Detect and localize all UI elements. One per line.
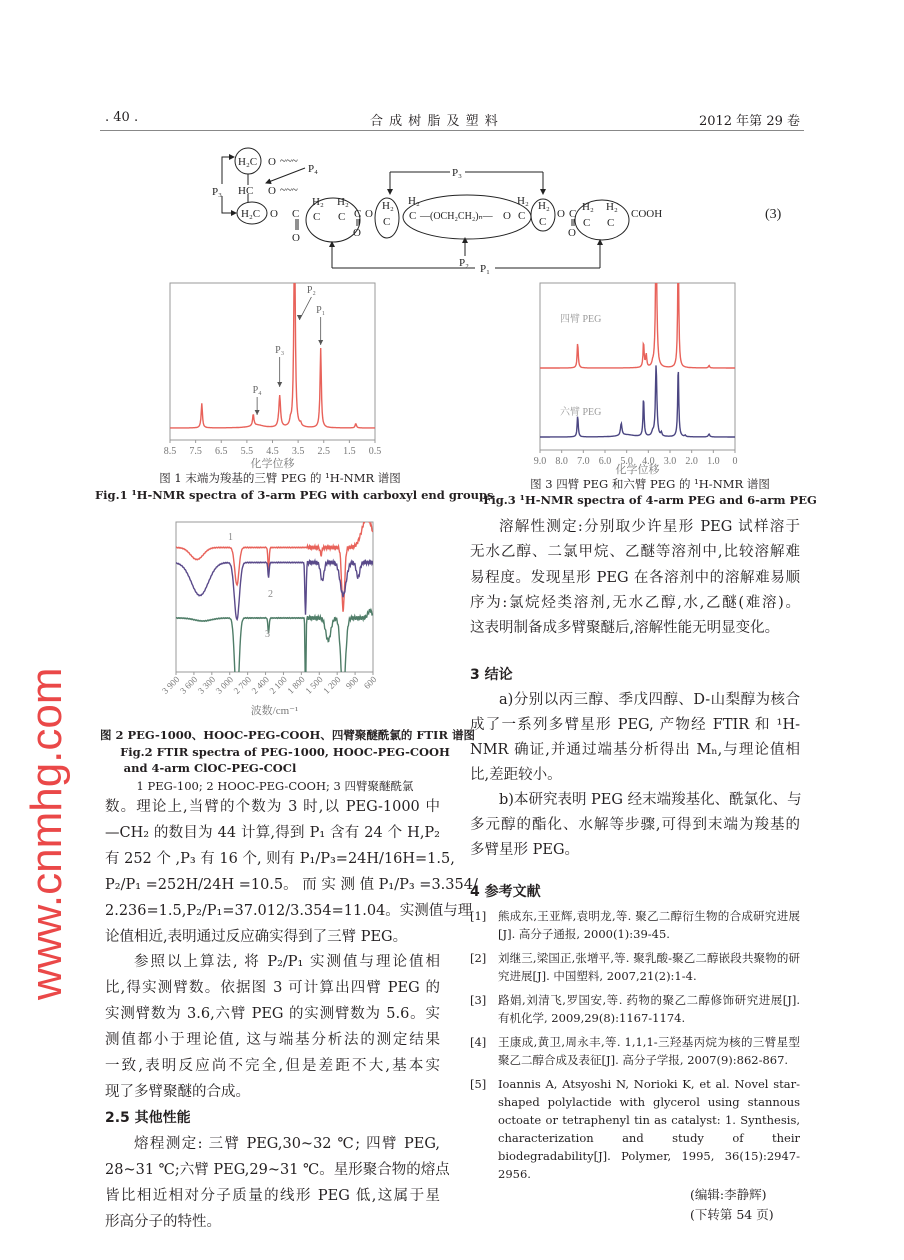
peak-arrowhead (255, 410, 260, 415)
peak-arrow (299, 297, 311, 320)
x-tick-label: 3 600 (177, 674, 200, 696)
reference-item (470, 1075, 800, 1183)
reference-number: [4] (470, 1035, 487, 1049)
x-tick-label: 8.5 (163, 446, 177, 457)
reference-item (470, 907, 800, 943)
section-2-5-heading: 2.5 其他性能 (105, 1109, 191, 1126)
peak-label: P₂ (306, 285, 316, 296)
series-label-3: 3 (265, 629, 270, 640)
x-tick-label: 2 100 (267, 674, 289, 696)
reference-number: [5] (470, 1077, 487, 1091)
scheme-o: O (270, 208, 278, 220)
scheme-c: C (383, 216, 391, 228)
text-line: 实测臂数为 3.6,六臂 PEG 的实测臂数为 5.6。实 (105, 1006, 440, 1023)
text-line: 参照以上算法, 将 P₂/P₁ 实测值与理论值相 (134, 954, 440, 971)
reference-text: 刘继三,梁国正,张增平,等. 聚乳酸-聚乙二醇嵌段共聚物的研究进展[J]. 中国塑料, 2007,21(2):1-4. (498, 951, 800, 983)
reference-text: Ioannis A, Atsyoshi N, Norioki K, et al. Novel star-shaped polylactide with glycerol using stannous octoate or tetraphenyl tin as catalyst: 1. Synthesis, characterization and study of their biodegradability[J]. Polymer, 1995, 36(15):2947-2956. (498, 1077, 800, 1181)
text-line: 比,得实测臂数。依据图 3 可计算出四臂 PEG 的 (105, 980, 440, 997)
text-line: b)本研究表明 PEG 经末端羧基化、酰氯化、与 (499, 792, 802, 808)
x-axis-label: 化学位移 (250, 458, 295, 470)
figure-2-legend: 1 PEG-100; 2 HOOC-PEG-COOH; 3 四臂聚醚酰氯 (136, 779, 414, 793)
scheme-c: C (338, 211, 346, 223)
text-line: 2.236=1.5,P₂/P₁=37.012/3.354=11.04。实测值与理 (105, 902, 473, 919)
text-line: 溶解性测定:分别取少许星形 PEG 试样溶于 (499, 519, 800, 535)
peak-label: P₃ (275, 345, 285, 356)
text-line: 比,差距较小。 (470, 767, 562, 783)
text-line: 熔程测定: 三臂 PEG,30~32 ℃; 四臂 PEG, (134, 1135, 440, 1152)
text-line: 无水乙醇、二氯甲烷、乙醚等溶剂中,比较溶解难 (470, 544, 800, 561)
scheme-o: O (353, 227, 361, 239)
scheme-c: C (539, 216, 547, 228)
x-tick-label: 7.0 (577, 456, 590, 467)
x-tick-label: 1.0 (707, 456, 720, 467)
series-label-6-arm: 六臂 PEG (560, 407, 602, 418)
reference-text: 熊成东,王亚辉,袁明龙,等. 聚乙二醇衍生物的合成研究进展[J]. 高分子通报, 2000(1):39-45. (498, 909, 800, 941)
figure-2-caption-cn: 图 2 PEG-1000、HOOC-PEG-COOH、四臂聚醚酰氯的 FTIR 谱图 (100, 728, 476, 742)
journal-title: 合 成 树 脂 及 塑 料 (370, 114, 499, 129)
scheme-o: O (365, 208, 373, 220)
x-tick-label: 2 700 (231, 674, 254, 696)
x-tick-label: 0 (732, 456, 738, 467)
series-label-2: 2 (268, 589, 273, 600)
series-label-1: 1 (228, 532, 233, 543)
scheme-c: C (292, 208, 300, 220)
text-line: 数。理论上,当臂的个数为 3 时,以 PEG-1000 中 (105, 799, 440, 815)
section-4-references (470, 881, 800, 1189)
reference-number: [2] (470, 951, 487, 965)
x-axis-label: 波数/cm⁻¹ (250, 705, 299, 717)
x-tick-label: 600 (361, 674, 379, 691)
scheme-peg-repeat: —(OCH₂CH₂)ₙ— (420, 211, 493, 222)
x-tick-label: 2 400 (249, 674, 271, 696)
x-tick-label: 9.0 (533, 456, 547, 467)
text-line: 28~31 ℃;六臂 PEG,29~31 ℃。星形聚合物的熔点 (105, 1161, 450, 1178)
figure-3-nmr-chart (525, 275, 750, 480)
scheme-c: C (409, 210, 417, 222)
x-axis-label: 化学位移 (615, 464, 660, 476)
right-column-solubility (470, 515, 800, 641)
figure-1-nmr-chart (150, 275, 395, 475)
scheme-h2c-top: H₂C (238, 156, 258, 168)
scheme-wave: ~~~ (280, 184, 298, 196)
x-tick-label: 5.5 (240, 446, 254, 457)
scheme-o: O (268, 185, 276, 197)
x-tick-label: 3 900 (160, 674, 182, 696)
text-line: 形高分子的特性。 (105, 1213, 221, 1230)
reference-list (470, 907, 800, 1183)
x-tick-label: 6.5 (215, 446, 228, 457)
x-tick-label: 1 200 (321, 674, 343, 696)
x-tick-label: 900 (343, 674, 361, 691)
text-line: 测值都小于理论值, 这与端基分析法的测定结果 (105, 1032, 440, 1049)
scheme-h2: H₂ (408, 195, 420, 207)
scheme-wave: ~~~ (280, 155, 298, 167)
text-line: 皆比相近相对分子质量的线形 PEG 低,这属于星 (105, 1187, 440, 1204)
scheme-o: O (568, 227, 576, 239)
text-line: 论值相近,表明通过反应确实得到了三臂 PEG。 (105, 928, 408, 945)
text-line: 多臂星形 PEG。 (470, 842, 580, 858)
text-line: 序为:氯烷烃类溶剂,无水乙醇,水,乙醚(难溶)。 (470, 594, 800, 611)
peak-arrowhead (277, 382, 282, 387)
x-tick-label: 2.5 (317, 446, 330, 457)
scheme-c: C (313, 211, 321, 223)
scheme-p3-left: P₃ (212, 186, 222, 198)
paragraph-theory (105, 795, 478, 950)
figure-2-caption-en-2: and 4-arm ClOC-PEG-COCl (123, 761, 297, 775)
x-tick-label: 1.5 (343, 446, 356, 457)
scheme-p1: P₁ (480, 263, 490, 275)
scheme-h2: H₂ (382, 200, 394, 212)
issue-info: 2012 年第 29 卷 (698, 114, 800, 129)
text-line: 易程度。发现星形 PEG 在各溶剂中的溶解难易顺 (470, 569, 800, 586)
text-line: 多元醇的酯化、水解等步骤,可得到末端为羧基的 (470, 817, 800, 833)
reaction-scheme (0, 0, 904, 290)
text-line: 成了一系列多臂星形 PEG, 产物经 FTIR 和 ¹H- (470, 717, 800, 733)
scheme-c: C (354, 208, 362, 220)
scheme-p2: P₂ (459, 257, 469, 269)
plot-frame (540, 283, 735, 450)
section-4-heading: 4 参考文献 (470, 884, 541, 900)
paragraph-melting (105, 1132, 450, 1236)
paragraph-conclusion-b (470, 788, 800, 863)
page-number: . 40 . (105, 110, 139, 125)
continued-note: (下转第 54 页) (690, 1207, 774, 1222)
x-tick-label: 3.0 (663, 456, 677, 467)
figure-3-caption-en: Fig.3 ¹H-NMR spectra of 4-arm PEG and 6-arm PEG (483, 493, 817, 507)
text-line: 这表明制备成多臂聚醚后,溶解性能无明显变化。 (470, 620, 780, 637)
x-tick-label: 8.0 (555, 456, 568, 467)
x-tick-label: 3 300 (195, 674, 218, 696)
x-tick-label: 0.5 (368, 446, 382, 457)
figure-2-caption-en-1: Fig.2 FTIR spectra of PEG-1000, HOOC-PEG-COOH (120, 745, 450, 759)
paragraph-arm-count (105, 950, 440, 1105)
peak-label: P₄ (252, 385, 262, 396)
x-tick-label: 5.0 (620, 456, 633, 467)
section-3 (470, 663, 800, 863)
figure-1-caption-en: Fig.1 ¹H-NMR spectra of 3-arm PEG with carboxyl end groups (95, 488, 494, 502)
x-tick-label: 2.0 (685, 456, 698, 467)
scheme-o: O (557, 208, 565, 220)
scheme-o: O (268, 156, 276, 168)
text-line: 一致,表明反应尚不完全,但是差距不大,基本实 (105, 1058, 440, 1075)
series-label-4-arm: 四臂 PEG (560, 314, 602, 325)
figure-1-caption-cn: 图 1 末端为羧基的三臂 PEG 的 ¹H-NMR 谱图 (159, 471, 401, 485)
x-tick-label: 3.5 (291, 446, 305, 457)
scheme-p4: P₄ (308, 163, 318, 175)
scheme-c: C (583, 217, 591, 229)
scheme-c: C (518, 210, 526, 222)
text-line: a)分别以丙三醇、季戊四醇、D-山梨醇为核合 (499, 692, 800, 708)
equation-number: (3) (765, 207, 782, 222)
series-line-2 (540, 365, 735, 437)
reference-item (470, 949, 800, 985)
x-tick-label: 1 800 (285, 674, 307, 696)
scheme-c: C (607, 217, 615, 229)
scheme-h2: H₂ (337, 196, 349, 208)
scheme-h2: H₂ (582, 201, 594, 213)
section-3-heading: 3 结论 (470, 667, 513, 683)
paragraph-conclusion-a (470, 688, 800, 788)
peak-label: P₁ (316, 305, 326, 316)
scheme-c: C (569, 208, 577, 220)
x-tick-label: 1 500 (303, 674, 325, 696)
scheme-h2: H₂ (312, 196, 324, 208)
paragraph-solubility (470, 515, 800, 641)
scheme-h2: H₂ (517, 195, 529, 207)
scheme-o: O (292, 232, 300, 244)
text-line: 有 252 个 ,P₃ 有 16 个, 则有 P₁/P₃=24H/16H=1.5, (105, 850, 455, 867)
left-column (105, 795, 478, 1235)
scheme-h2: H₂ (538, 200, 550, 212)
text-line: P₂/P₁ =252H/24H =10.5。 而 实 测 值 P₁/P₃ =3.354/ (105, 876, 478, 893)
text-line: 现了多臂聚醚的合成。 (105, 1083, 250, 1100)
peak-arrowhead (318, 340, 323, 345)
x-tick-label: 4.0 (642, 456, 655, 467)
reference-text: 路娟,刘清飞,罗国安,等. 药物的聚乙二醇修饰研究进展[J]. 有机化学, 2009,29(8):1167-1174. (498, 993, 800, 1025)
reference-number: [1] (470, 909, 487, 923)
scheme-cooh: COOH (631, 208, 663, 220)
reference-text: 王康成,黄卫,周永丰,等. 1,1,1-三羟基丙烷为核的三臂星型聚乙二醇合成及表征[J]. 高分子学报, 2007(9):862-867. (498, 1035, 800, 1067)
scheme-h2c-bottom: H₂C (241, 208, 261, 220)
x-tick-label: 7.5 (189, 446, 202, 457)
scheme-p3-top: P₃ (452, 167, 462, 179)
x-tick-label: 3 000 (213, 674, 236, 696)
x-tick-label: 6.0 (598, 456, 612, 467)
reference-item (470, 991, 800, 1027)
figure-2-ftir-chart (160, 515, 390, 720)
scheme-h2: H₂ (606, 201, 618, 213)
reference-number: [3] (470, 993, 487, 1007)
text-line: NMR 确证,并通过端基分析得出 Mₙ,与理论值相 (470, 742, 800, 758)
watermark: www.cnmhg.com (22, 667, 71, 1000)
x-tick-label: 4.5 (266, 446, 279, 457)
figure-3-caption-cn: 图 3 四臂 PEG 和六臂 PEG 的 ¹H-NMR 谱图 (530, 477, 770, 491)
scheme-o: O (503, 210, 511, 222)
text-line: —CH₂ 的数目为 44 计算,得到 P₁ 含有 24 个 H,P₂ (105, 824, 440, 841)
editor-note: (编辑:李静辉) (690, 1187, 767, 1202)
reference-item (470, 1033, 800, 1069)
scheme-hc: HC (238, 185, 254, 197)
